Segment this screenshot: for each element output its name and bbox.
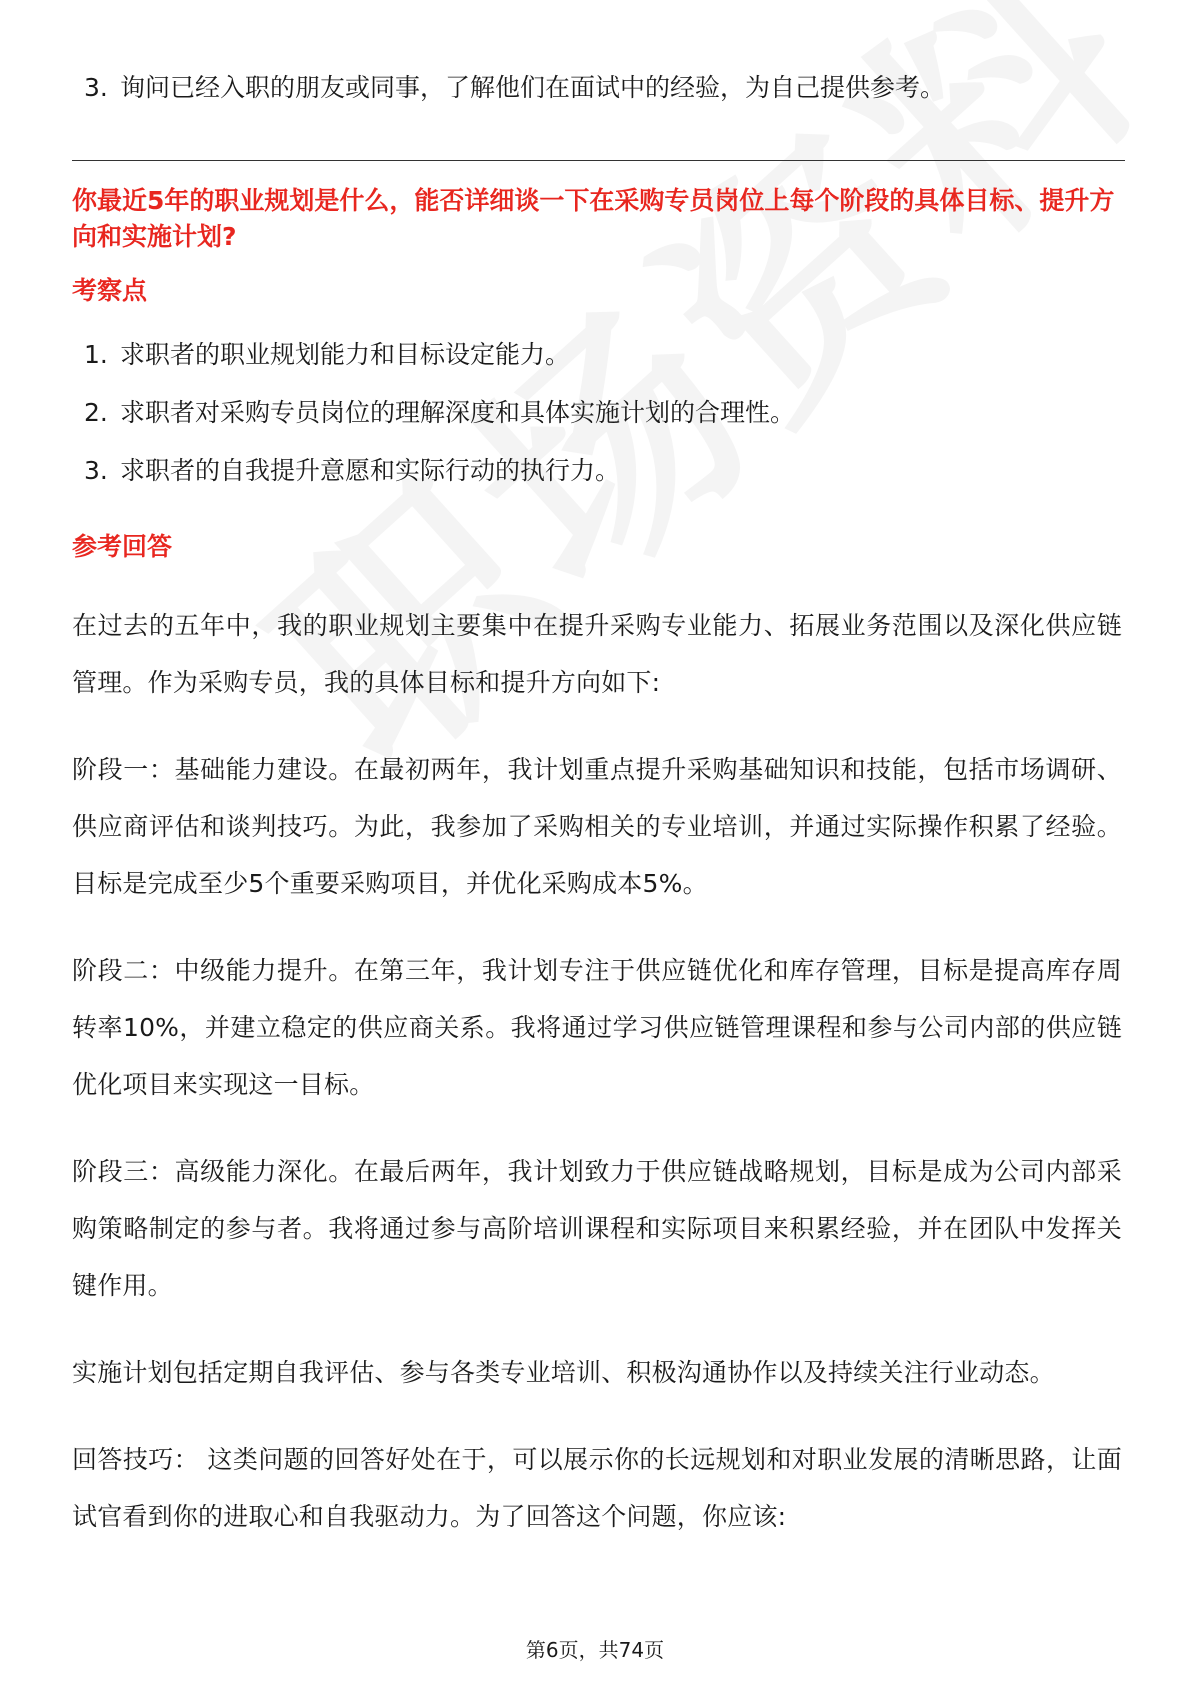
list-number: 3. [84,73,108,102]
question-title: 你最近5年的职业规划是什么，能否详细谈一下在采购专员岗位上每个阶段的具体目标、提升方向和实施计划? [72,186,1115,251]
answer-paragraph: 阶段一：基础能力建设。在最初两年，我计划重点提升采购基础知识和技能，包括市场调研、供应商评估和谈判技巧。为此，我参加了采购相关的专业培训，并通过实际操作积累了经验。目标是完成至少5个重要采购项目，并优化采购成本5%。 [72,755,1122,898]
page-content [72,70,1122,1575]
list-item [72,395,1122,431]
list-item [72,70,1122,106]
answer-paragraph: 实施计划包括定期自我评估、参与各类专业培训、积极沟通协作以及持续关注行业动态。 [72,1358,1055,1387]
list-number: 2. [84,398,108,427]
answer-paragraph: 在过去的五年中，我的职业规划主要集中在提升采购专业能力、拓展业务范围以及深化供应链管理。作为采购专员，我的具体目标和提升方向如下: [72,611,1122,697]
section-divider [72,160,1125,161]
list-item [72,337,1122,373]
list-number: 1. [84,340,108,369]
list-text: 求职者对采购专员岗位的理解深度和具体实施计划的合理性。 [120,398,796,427]
points-list [72,337,1122,489]
list-item [72,453,1122,489]
answer-paragraph: 回答技巧： 这类问题的回答好处在于，可以展示你的长远规划和对职业发展的清晰思路，让面试官看到你的进取心和自我驱动力。为了回答这个问题，你应该: [72,1445,1122,1531]
answer-heading: 参考回答 [72,532,173,561]
points-heading: 考察点 [72,276,148,305]
top-list [72,70,1122,106]
list-text: 求职者的自我提升意愿和实际行动的执行力。 [120,456,621,485]
list-text: 求职者的职业规划能力和目标设定能力。 [120,340,571,369]
list-text: 询问已经入职的朋友或同事，了解他们在面试中的经验，为自己提供参考。 [120,73,946,102]
page-number-footer: 第6页，共74页 [525,1638,665,1662]
answer-paragraph: 阶段二：中级能力提升。在第三年，我计划专注于供应链优化和库存管理，目标是提高库存周转率10%，并建立稳定的供应商关系。我将通过学习供应链管理课程和参与公司内部的供应链优化项目来实现这一目标。 [72,956,1122,1099]
list-number: 3. [84,456,108,485]
answer-paragraph: 阶段三：高级能力深化。在最后两年，我计划致力于供应链战略规划，目标是成为公司内部采购策略制定的参与者。我将通过参与高阶培训课程和实际项目来积累经验，并在团队中发挥关键作用。 [72,1157,1122,1300]
